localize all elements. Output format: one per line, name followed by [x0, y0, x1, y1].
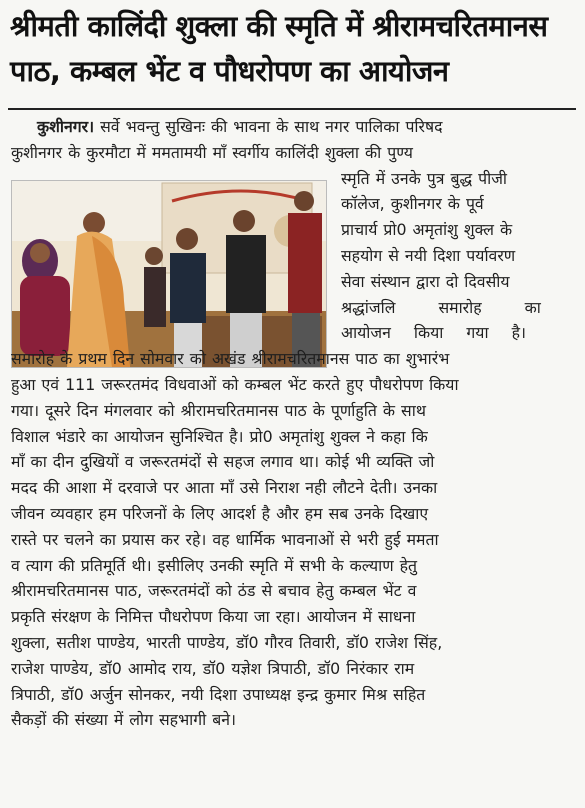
article-line: कॉलेज, कुशीनगर के पूर्व: [341, 194, 484, 214]
article-line: आयोजन किया गया है।: [341, 323, 526, 343]
article-line: सेवा संस्थान द्वारा दो दिवसीय: [341, 271, 510, 291]
article-line: प्रकृति संरक्षण के निमित्त पौधरोपण किया जा रहा। आयोजन में साधना: [11, 607, 416, 627]
article-line: सहयोग से नयी दिशा पर्यावरण: [341, 245, 516, 265]
article-line: हुआ एवं 111 जरूरतमंद विधवाओं को कम्बल भेंट करते हुए पौधरोपण किया: [11, 374, 459, 394]
article-line: श्रद्धांजलि समारोह का: [341, 297, 541, 317]
article-line: जीवन व्यवहार हम परिजनों के लिए आदर्श है और हम सब उनके दिखाए: [11, 503, 429, 523]
article-line: त्रिपाठी, डॉ0 अर्जुन सोनकर, नयी दिशा उपाध्यक्ष इन्द्र कुमार मिश्र सहित: [11, 684, 426, 704]
article-line: समारोह के प्रथम दिन सोमवार को अखंड श्रीरामचरितमानस पाठ का शुभारंभ: [11, 349, 450, 369]
article-line: माँ का दीन दुखियों व जरूरतमंदों से सहज लगाव था। कोई भी व्यक्ति जो: [11, 452, 435, 472]
article-line: मदद की आशा में दरवाजे पर आता माँ उसे निराश नही लौटने देती। उनका: [11, 478, 438, 498]
article-line: श्रीरामचरितमानस पाठ, जरूरतमंदों को ठंड से बचाव हेतु कम्बल भेंट व: [11, 581, 417, 601]
article-line: कुशीनगर। सर्वे भवन्तु सुखिनः की भावना के साथ नगर पालिका परिषद: [37, 117, 443, 136]
headline-line-1: श्रीमती कालिंदी शुक्ला की स्मृति में श्रीरामचरितमानस: [10, 9, 548, 43]
article-line: प्राचार्य प्रो0 अमृतांशु शुक्ल के: [341, 220, 513, 240]
headline: [10, 4, 575, 94]
article-line: स्मृति में उनके पुत्र बुद्ध पीजी: [341, 168, 508, 188]
dateline: कुशीनगर।: [37, 117, 95, 136]
headline-line-2: पाठ, कम्बल भेंट व पौधरोपण का आयोजन: [10, 54, 449, 88]
article-line: शुक्ला, सतीश पाण्डेय, भारती पाण्डेय, डॉ0 गौरव तिवारी, डॉ0 राजेश सिंह,: [11, 632, 443, 652]
article-line: विशाल भंडारे का आयोजन सुनिश्चित है। प्रो0 अमृतांशु शुक्ल ने कहा कि: [11, 426, 428, 446]
article-line: व त्याग की प्रतिमूर्ति थी। इसीलिए उनकी स्मृति में सभी के कल्याण हेतु: [11, 555, 418, 575]
headline-rule: [8, 108, 576, 110]
article-body: [11, 114, 576, 733]
article-line: राजेश पाण्डेय, डॉ0 आमोद राय, डॉ0 यज्ञेश त्रिपाठी, डॉ0 निरंकार राम: [11, 658, 415, 678]
article-line: सैकड़ों की संख्या में लोग सहभागी बने।: [11, 710, 237, 730]
article-line: रास्ते पर चलने का प्रयास कर रहे। वह धार्मिक भावनाओं से भरी हुई ममता: [11, 529, 439, 549]
article-line: गया। दूसरे दिन मंगलवार को श्रीरामचरितमानस पाठ के पूर्णाहुति के साथ: [11, 400, 426, 420]
article-line: कुशीनगर के कुरमौटा में ममतामयी माँ स्वर्गीय कालिंदी शुक्ला की पुण्य: [11, 142, 413, 162]
